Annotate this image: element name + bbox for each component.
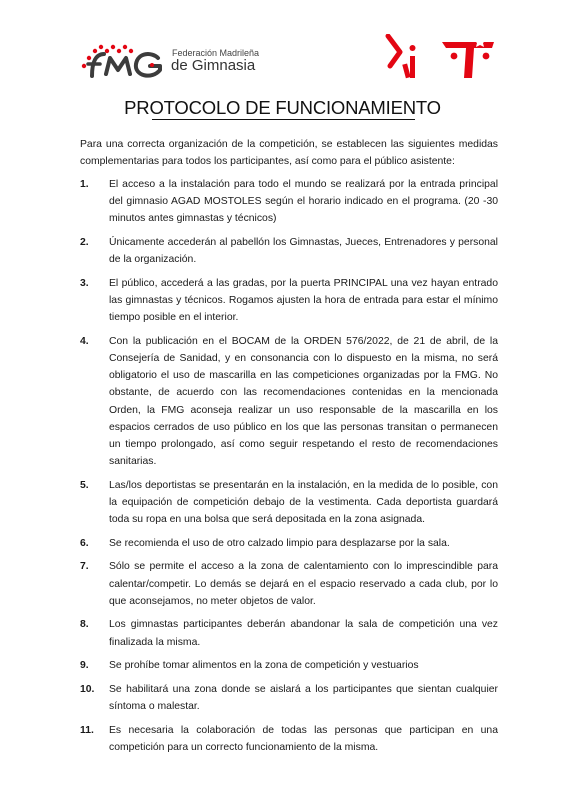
item-number: 10. xyxy=(80,683,95,695)
item-number: 6. xyxy=(80,537,89,549)
item-number: 11. xyxy=(80,724,94,736)
item-text: Se habilitará una zona donde se aislará a los participantes que sientan cualquier síntoma o malestar. xyxy=(109,683,498,712)
item-text: Los gimnastas participantes deberán abandonar la sala de competición una vez finalizada la misma. xyxy=(109,619,498,648)
intro-paragraph: Para una correcta organización de la competición, se establecen las siguientes medidas complementarias para todos los participantes, así como para el público asistente: xyxy=(80,139,498,167)
item-number: 1. xyxy=(80,179,89,190)
item-text: Sólo se permite el acceso a la zona de calentamiento con lo imprescindible para calentar/competir. Lo demás se dejará en el espacio reservado a cada club, por lo que aconsejamos, no meter objetos de valor. xyxy=(109,561,498,607)
item-number: 3. xyxy=(80,277,89,289)
item-number: 8. xyxy=(80,619,89,631)
list-item xyxy=(80,234,498,268)
item-text: Las/los deportistas se presentarán en la instalación, en la medida de lo posible, con la equipación de competición debajo de la vestimenta. Cada deportista guardará toda su ropa en una bolsa que será depositada en la zona asignada. xyxy=(109,479,498,526)
list-item xyxy=(80,681,498,715)
item-text: Es necesaria la colaboración de todas las personas que participan en una competición para un correcto funcionamiento de la misma. xyxy=(109,724,498,753)
item-text: Únicamente accederán al pabellón los Gimnastas, Jueces, Entrenadores y personal de la organización. xyxy=(109,237,498,266)
list-item xyxy=(80,333,498,471)
list-item xyxy=(80,616,498,650)
list-item xyxy=(80,477,498,529)
list-item xyxy=(80,275,498,327)
community-of-madrid-logo xyxy=(384,34,500,82)
list-item xyxy=(80,558,498,610)
federation-name-line1: Federación Madrileña xyxy=(172,48,260,58)
item-number: 4. xyxy=(80,335,89,347)
item-text: El público, accederá a las gradas, por la puerta PRINCIPAL una vez hayan entrado las gimnastas y técnicos. Rogamos ajusten la hora de entrada para estar el mínimo tiempo posible en el interior. xyxy=(109,277,498,324)
item-text: Con la publicación en el BOCAM de la ORDEN 576/2022, de 21 de abril, de la Consejería de Sanidad, y en consonancia con lo dispuesto en la misma, no será obligatorio el uso de mascarilla en las competiciones organizadas por la FMG. No obstante, de acuerdo con las recomendaciones contenidas en la mencionada Orden, la FMG aconseja realizar un uso responsable de la mascarilla en los espacios cerrados de uso público en los que las personas transitan o permanecen un tiempo prolongado, así como seguir respetando el resto de recomendaciones sanitarias. xyxy=(109,335,498,468)
item-number: 5. xyxy=(80,479,89,491)
list-item xyxy=(80,176,498,228)
title-underline xyxy=(152,119,415,120)
item-number: 2. xyxy=(80,237,89,248)
list-item xyxy=(80,535,498,552)
federation-name-line2: de Gimnasia xyxy=(171,57,256,74)
item-text: Se recomienda el uso de otro calzado limpio para desplazarse por la sala. xyxy=(109,537,450,549)
document-header xyxy=(0,0,565,90)
list-item xyxy=(80,657,498,674)
protocol-list xyxy=(80,176,498,762)
page-title: PROTOCOLO DE FUNCIONAMIENTO xyxy=(124,97,441,118)
item-text: Se prohíbe tomar alimentos en la zona de competición y vestuarios xyxy=(109,660,419,672)
item-number: 7. xyxy=(80,561,89,573)
list-item xyxy=(80,722,498,756)
item-number: 9. xyxy=(80,660,89,672)
item-text: El acceso a la instalación para todo el mundo se realizará por la entrada principal del gimnasio AGAD MOSTOLES según el horario indicado en el programa. (20 -30 minutos antes gimnastas y técnicos) xyxy=(109,179,498,225)
